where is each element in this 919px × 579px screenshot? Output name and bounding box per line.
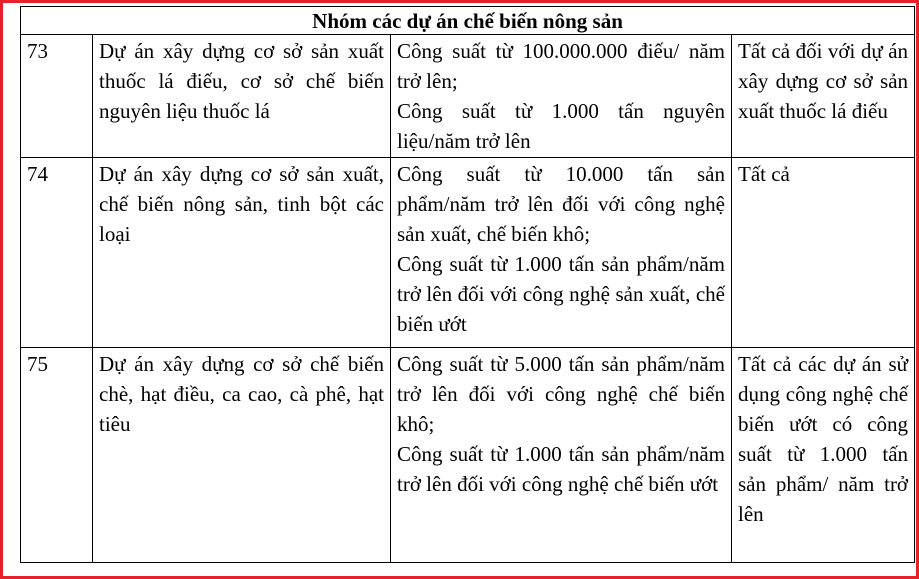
table-row [21,348,915,563]
capacity-condition: Công suất từ 1.000 tấn nguyên liệu/năm trở lên [397,99,725,153]
scope-description: Tất cả [732,158,915,348]
capacity-condition: Công suất từ 5.000 tấn sản phẩm/năm trở lên đối với công nghệ chế biến khô; [397,352,725,436]
capacity-cell [391,35,732,158]
capacity-cell [391,348,732,563]
row-number: 75 [21,348,93,563]
capacity-cell [391,158,732,348]
project-description: Dự án xây dựng cơ sở chế biến chè, hạt điều, ca cao, cà phê, hạt tiêu [93,348,391,563]
table-row [21,158,915,348]
scope-description: Tất cả đối với dự án xây dựng cơ sở sản xuất thuốc lá điếu [732,35,915,158]
row-number: 73 [21,35,93,158]
project-table [20,6,915,563]
capacity-condition: Công suất từ 10.000 tấn sản phẩm/năm trở lên đối với công nghệ sản xuất, chế biến khô; [397,162,725,246]
section-title: Nhóm các dự án chế biến nông sản [21,7,915,35]
section-header-row [21,7,915,35]
capacity-condition: Công suất từ 1.000 tấn sản phẩm/năm trở lên đối với công nghệ sản xuất, chế biến ướt [397,252,725,336]
scope-description: Tất cả các dự án sử dụng công nghệ chế biến ướt có công suất từ 1.000 tấn sản phẩm/ năm trở lên [732,348,915,563]
capacity-condition: Công suất từ 1.000 tấn sản phẩm/năm trở lên đối với công nghệ chế biến ướt [397,442,725,496]
row-number: 74 [21,158,93,348]
project-description: Dự án xây dựng cơ sở sản xuất, chế biến nông sản, tinh bột các loại [93,158,391,348]
project-description: Dự án xây dựng cơ sở sản xuất thuốc lá điếu, cơ sở chế biến nguyên liệu thuốc lá [93,35,391,158]
table-row [21,35,915,158]
capacity-condition: Công suất từ 100.000.000 điếu/ năm trở lên; [397,39,725,93]
